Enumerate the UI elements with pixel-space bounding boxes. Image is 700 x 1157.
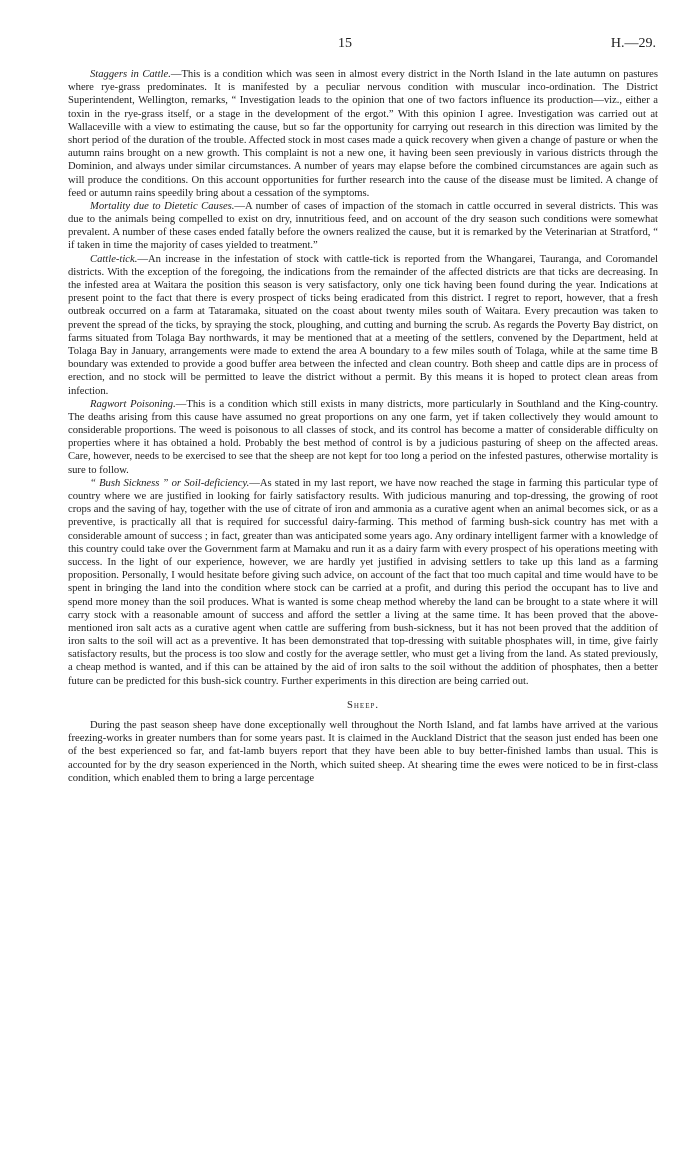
- paragraph-heading: Ragwort Poisoning.: [90, 398, 176, 410]
- paragraph-ragwort-poisoning: [68, 398, 658, 477]
- paragraph-staggers-in-cattle: [68, 68, 658, 200]
- paragraph-heading: Mortality due to Dietetic Causes.: [90, 200, 235, 212]
- paragraph-cattle-tick: [68, 253, 658, 398]
- page-header: [0, 36, 700, 54]
- page-number: 15: [338, 36, 352, 51]
- paragraph-text: —As stated in my last report, we have now reached the stage in farming this particular type of country where we are justified in looking for fairly satisfactory results. With judicious manuring and top-dressing, the growing of root crops and the saving of hay, together with the use of citrate of iron and ammonia as a curative agent when an animal becomes sick, or as a preventive, is practically all that is required for successful dairy-farming. This method of farming bush-sick country has met with a considerable amount of success ; in fact, greater than was anticipated some years ago. Any ordinary intelligent farmer with a knowledge of this country could take over the Government farm at Mamaku and run it as a dairy farm with every prospect of his operations meeting with success. In the light of our experience, however, we are hardly yet justified in advising settlers to take up this land as a farming proposition. Personally, I would hesitate before giving such advice, on account of the fact that too much capital and time would have to be spent in bringing the land into the condition where stock can be carried at a profit, and during this period the occupant has to live and spend more money than the soil produces. What is wanted is some cheap method whereby the land can be brought to a state where it will carry stock with a reasonable amount of success and afford the settler a living at the same time. It has been proved that the above-mentioned iron salt acts as a curative agent when cattle are suffering from bush-sickness, but it has not been proved that the addition of iron salts to the soil will act as a preventive. It has been demonstrated that top-dressing with suitable phosphates will, in time, give fairly satisfactory results, but the process is too slow and costly for the average settler, who must get a living from the land. As stated previously, a cheap method is wanted, and if this can be attained by the aid of iron salts to the soil without the addition of phosphates, then a better future can be predicted for this bush-sick country. Further experiments in this direction are being carried out.: [68, 477, 658, 687]
- paragraph-heading: Cattle-tick.: [90, 253, 138, 265]
- paragraph-heading: “ Bush Sickness ” or Soil-deficiency.: [90, 477, 250, 489]
- section-paragraph-sheep: During the past season sheep have done exceptionally well throughout the North Island, and fat lambs have arrived at the various freezing-works in greater numbers than for some years past. It is claimed in the Auckland District that the season just ended has been one of the best experienced so far, and fat-lamb buyers report that they have been able to buy better-finished lambs than usual. This is accounted for by the dry season experienced in the North, which suited sheep. At shearing time the ewes were noticed to be in first-class condition, which enabled them to bring a large percentage: [68, 720, 658, 784]
- paragraph-heading: Staggers in Cattle.: [90, 69, 171, 80]
- paragraph-text: —An increase in the infestation of stock with cattle-tick is reported from the Whangarei, Tauranga, and Coromandel districts. With the exception of the foregoing, the indications from the remainder of the affected districts are that ticks are decreasing. In the infested area at Waitara the position this season is very satisfactory, only one tick having been found during the year. Indications at present point to the fact that there is every prospect of ticks being eradicated from this district. I regret to report, however, that a fresh outbreak occurred on a farm at Tataramaka, situated on the coast about twenty miles south of Waitara. Every precaution was taken to prevent the spread of the ticks, by spraying the stock, ploughing, and cutting and burning the scrub. As regards the Poverty Bay district, on farms situated from Tolaga Bay northwards, it may be mentioned that at a meeting of the settlers, convened by the Department, held at Tolaga Bay in January, arrangements were made to extend the area A boundary to a few miles south of Tolaga, while at the same time B boundary was extended to provide a good buffer area between the infected and clean country. Both sheep and cattle dips are in process of erection, and no stock will be permitted to leave the district without a permit. By this means it is hoped to protect clean areas from infection.: [68, 253, 658, 397]
- paragraph-text: —This is a condition which was seen in almost every district in the North Island in the late autumn on pastures where rye-grass predominates. It is manifested by a peculiar nervous condition with muscular inco-ordination. The District Superintendent, Wellington, remarks, “ Investigation leads to the opinion that one of two factors influence its production—viz., either a toxin in the rye-grass itself, or a stage in the development of the ergot.” With this opinion I agree. Investigation was carried out at Wallaceville with a view to estimating the cause, but so far the opportunity for carrying out research in this direction was limited by the short period of the duration of the trouble. Affected stock in most cases made a quick recovery when given a change of pasture or when the autumn rains brought on a new growth. This complaint is not a new one, it having been seen previously in various districts through the Dominion, and always under similar circumstances. A number of years may elapse before the combined circumstances are again such as will produce the conditions. On this account opportunities for further research into the cause of the disease must be limited. A change of feed or autumn rains speedily bring about a cessation of the symptoms.: [68, 69, 658, 199]
- document-reference: H.—29.: [610, 36, 656, 51]
- paragraph-bush-sickness: [68, 477, 658, 688]
- paragraph-text: —This is a condition which still exists in many districts, more particularly in Southland and the King-country. The deaths arising from this cause have assumed no great proportions on any one farm, yet if taken collectively they would amount to considerable proportions. The weed is poisonous to all classes of stock, and its control has become a matter of considerable difficulty on properties where it has obtained a hold. Probably the best method of control is by a judicious pasturing of sheep on the affected areas. Care, however, needs to be exercised to see that the sheep are not kept for too long a period on the infested pastures, otherwise mortality is sure to follow.: [68, 398, 658, 476]
- body-text: [68, 68, 658, 785]
- section-heading-sheep: Sheep.: [346, 699, 380, 711]
- paragraph-mortality-dietetic: [68, 200, 658, 253]
- paragraph-text: —A number of cases of impaction of the stomach in cattle occurred in several districts. This was due to the animals being compelled to exist on dry, innutritious feed, and on account of the dry season such conditions were somewhat prevalent. A number of these cases ended fatally before the owners realized the cause, but it is remarked by the Veterinarian at Stratford, “ if taken in time the majority of cases yielded to treatment.”: [68, 200, 658, 252]
